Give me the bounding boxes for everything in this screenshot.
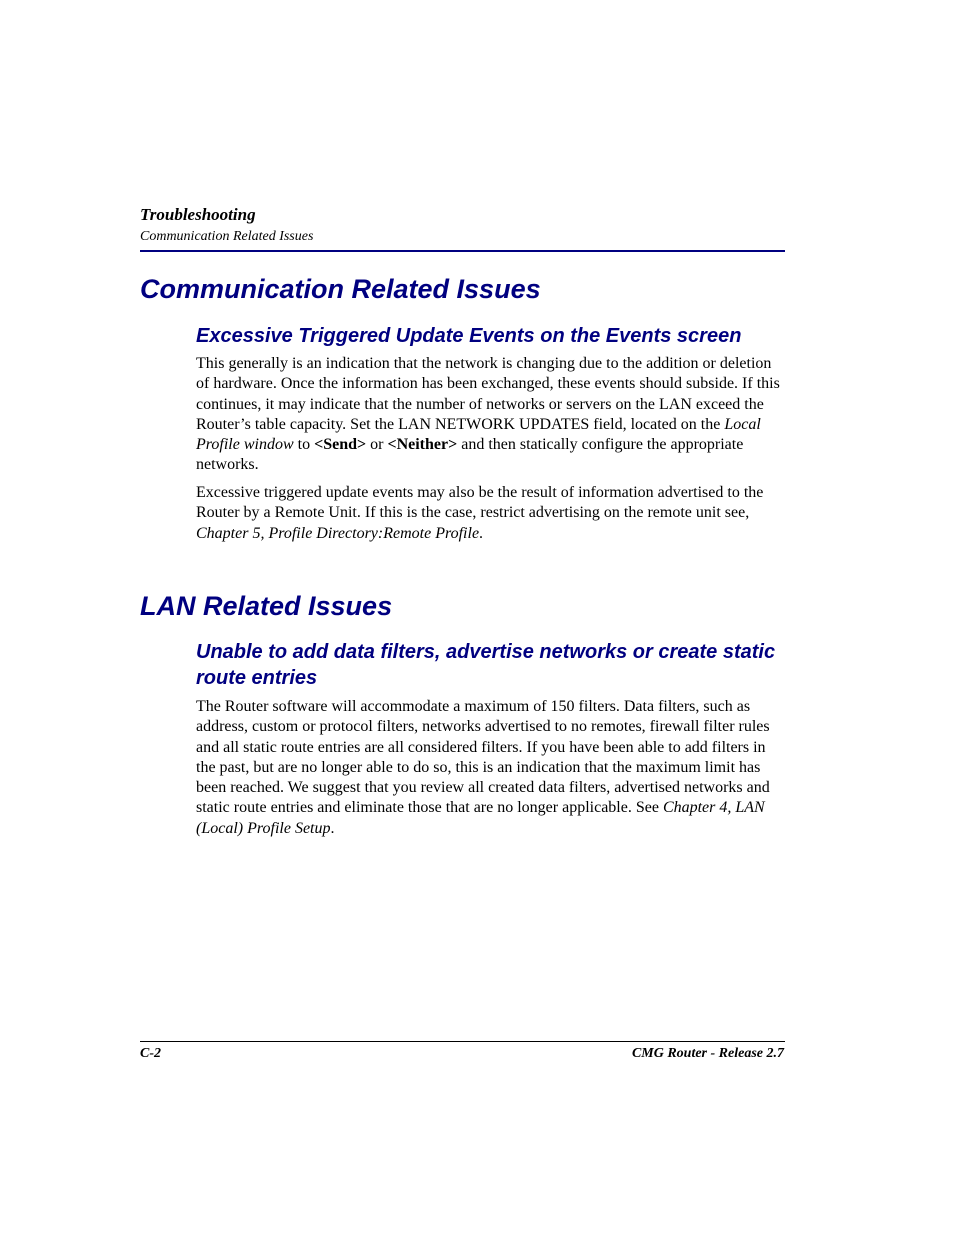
paragraph-text: This generally is an indication that the network is changing due to the addition or deletion of hardware. Once the information has been exchanged, these events should subside. If this continues, it may indicate that the number of networks or servers on the LAN exceed the Router’s table capacity. Set the LAN NETWORK UPDATES field, located on the <box>196 355 780 433</box>
subsection-title-triggered-updates: Excessive Triggered Update Events on the Events screen <box>196 325 742 347</box>
footer-rule <box>140 1041 785 1042</box>
paragraph-text: and then statically configure the appropriate networks. <box>196 436 744 474</box>
page-number: C-2 <box>140 1046 161 1061</box>
paragraph-triggered-updates-1 <box>196 354 786 476</box>
chapter-reference: Chapter 5, Profile Directory:Remote Profile <box>196 524 480 542</box>
paragraph-filters-1 <box>196 697 786 839</box>
paragraph-text: The Router software will accommodate a maximum of 150 filters. Data filters, such as address, custom or protocol filters, networks advertised to no remotes, firewall filter rules and all static route entries are all considered filters. If you have been able to add filters in the past, but are no longer able to do so, this is an indication that the maximum limit has been reached. We suggest that you review all created data filters, advertised networks and static route entries and eliminate those that are no longer applicable. See <box>196 698 770 817</box>
paragraph-text: to <box>293 436 315 454</box>
paragraph-text: . <box>479 524 484 542</box>
paragraph-text: . <box>330 819 335 837</box>
section-title-lan: LAN Related Issues <box>140 591 393 621</box>
paragraph-text: or <box>366 436 388 454</box>
neither-option: <Neither> <box>387 436 458 454</box>
subsection-title-filters: Unable to add data filters, advertise networks or create static route entries <box>196 641 776 689</box>
running-header-chapter: Troubleshooting <box>140 205 256 224</box>
product-release: CMG Router - Release 2.7 <box>631 1046 784 1061</box>
section-title-communication: Communication Related Issues <box>140 274 541 304</box>
header-rule <box>140 250 785 252</box>
send-option: <Send> <box>314 436 367 454</box>
paragraph-text: Excessive triggered update events may also be the result of information advertised to the Router by a Remote Unit. If this is the case, restrict advertising on the remote unit see, <box>196 484 764 522</box>
running-header-section: Communication Related Issues <box>140 229 314 244</box>
paragraph-triggered-updates-2 <box>196 483 786 544</box>
chapter-reference: Chapter 4, LAN (Local) Profile Setup <box>196 799 765 837</box>
window-reference: Local Profile window <box>196 415 761 454</box>
